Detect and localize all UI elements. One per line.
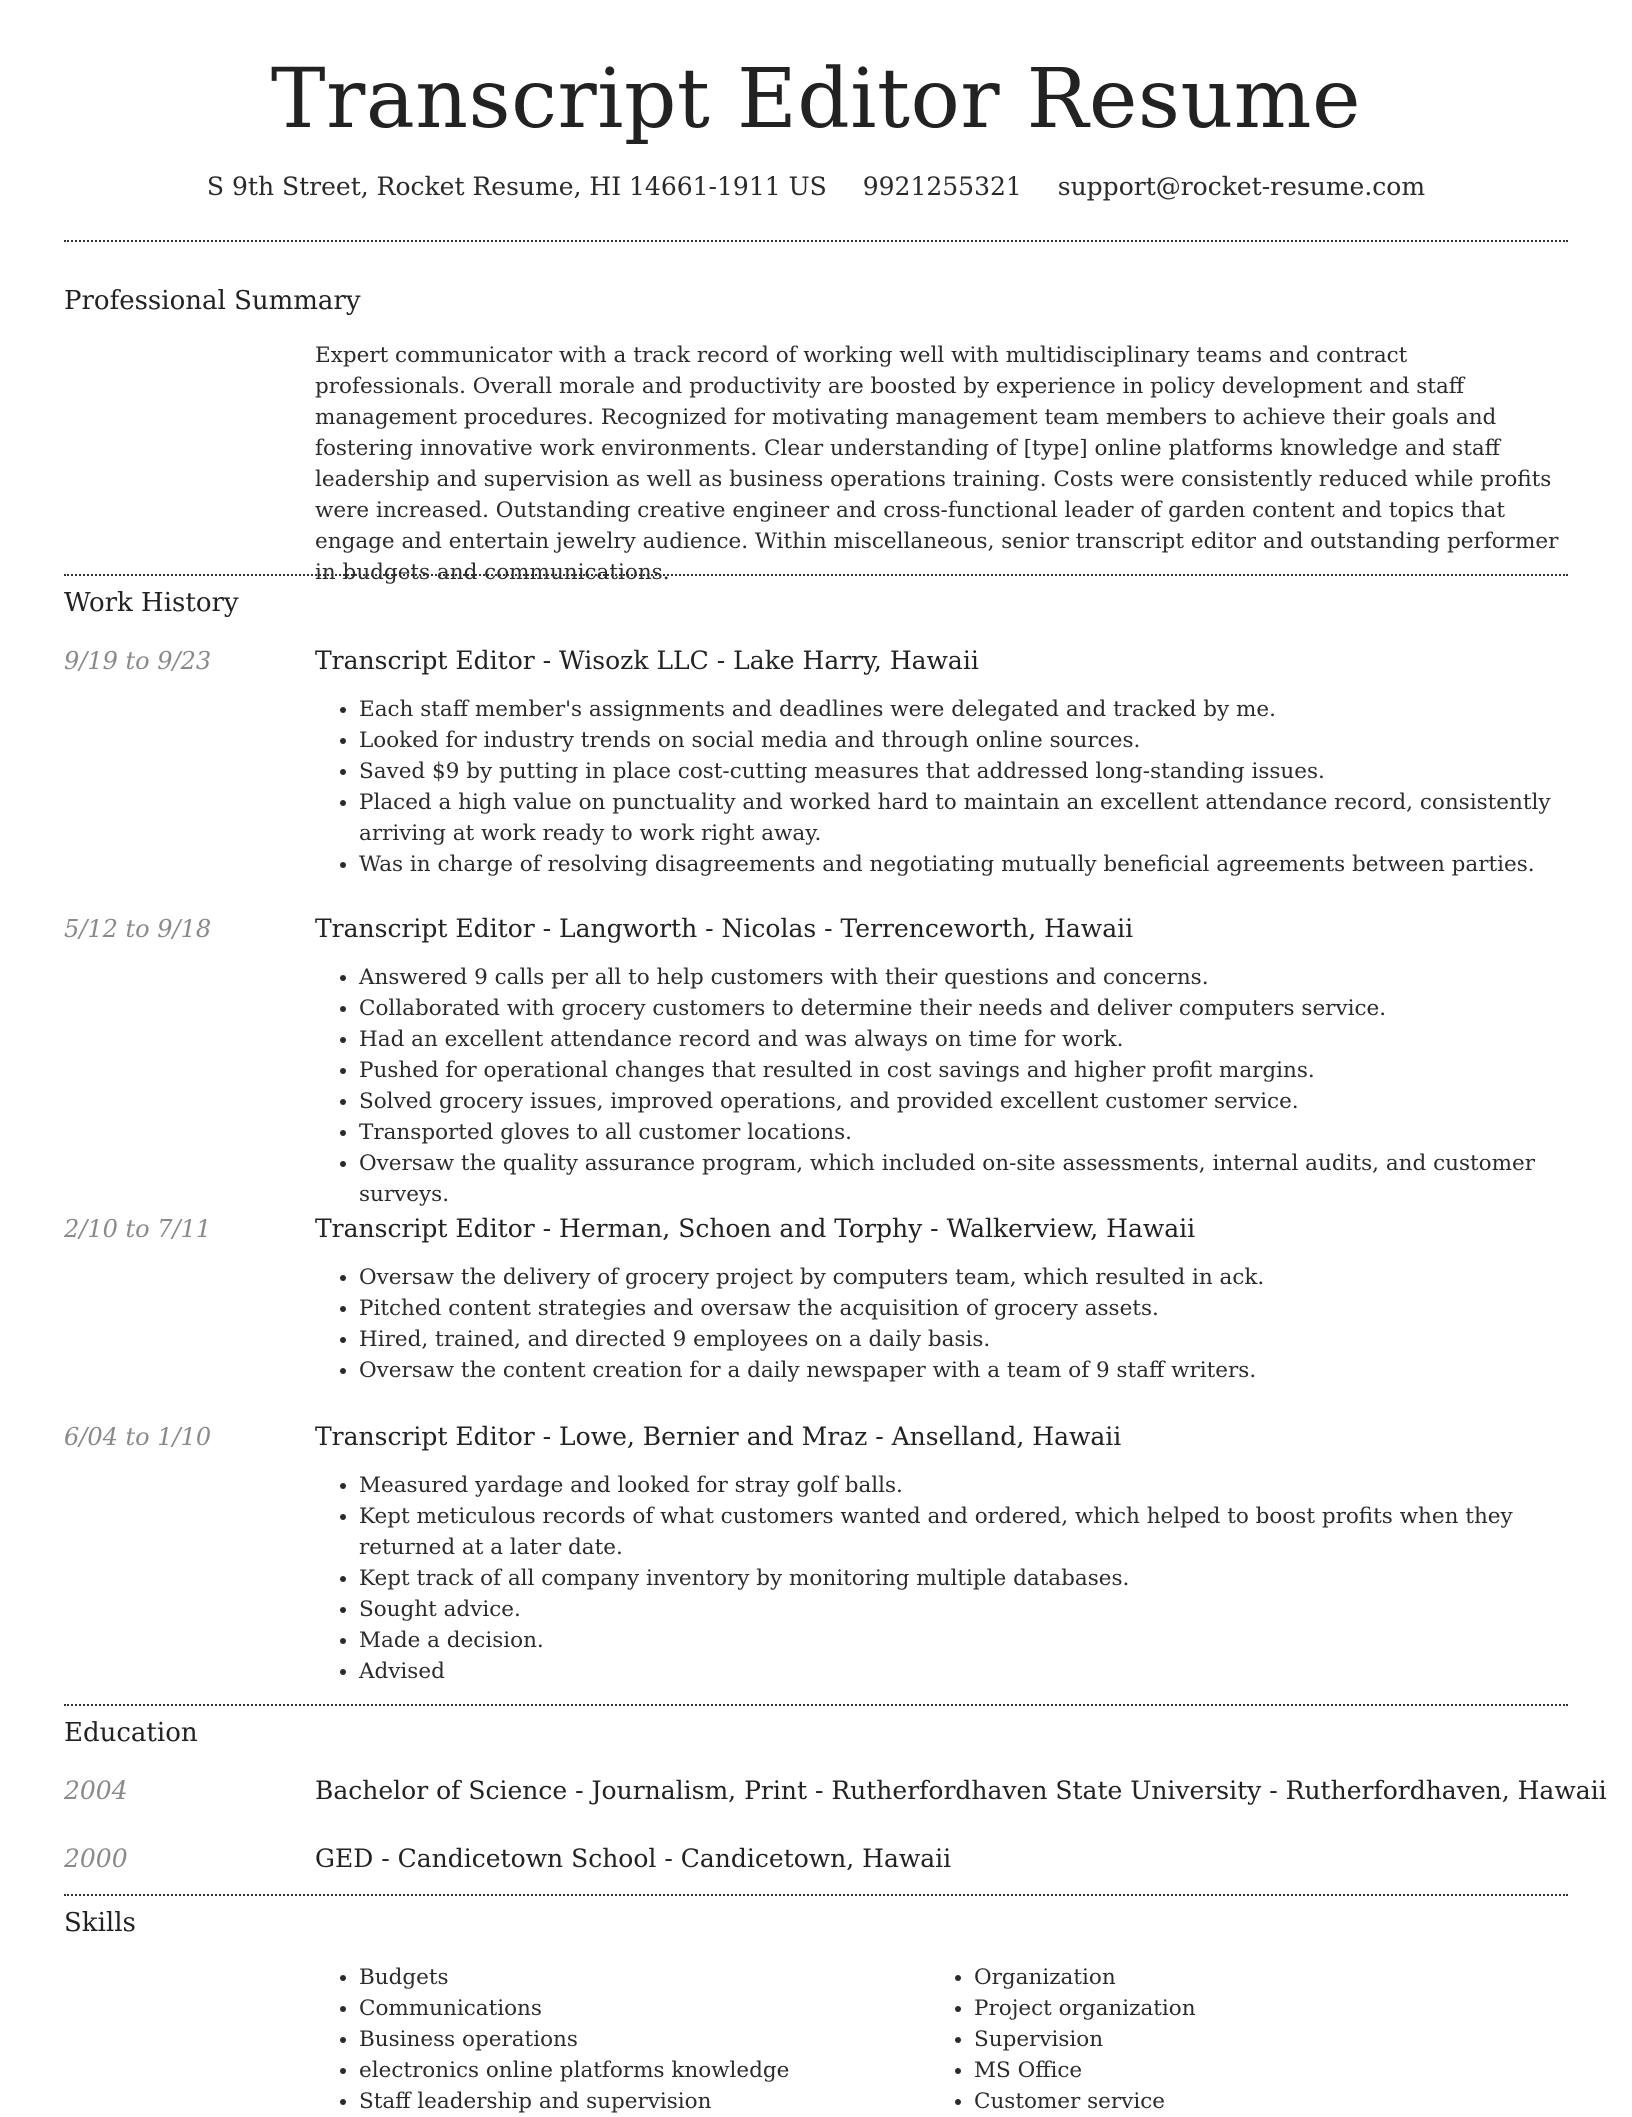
skill-item: • electronics online platforms knowledge (359, 2055, 919, 2086)
divider (64, 240, 1568, 242)
job-bullet: • Advised (359, 1656, 1609, 1687)
job-bullet: • Made a decision. (359, 1625, 1609, 1656)
divider (64, 574, 1568, 576)
job-title: Transcript Editor - Wisozk LLC - Lake Harry, Hawaii (315, 646, 979, 675)
divider (64, 1704, 1568, 1706)
job-title: Transcript Editor - Lowe, Bernier and Mraz - Anselland, Hawaii (315, 1422, 1122, 1451)
job-bullet: • Sought advice. (359, 1594, 1609, 1625)
job-bullets (315, 1262, 1609, 1386)
contact-phone: 9921255321 (862, 172, 1022, 201)
divider (64, 1894, 1568, 1896)
job-bullet: • Was in charge of resolving disagreements and negotiating mutually beneficial agreements between parties. (359, 849, 1609, 880)
job-bullet: • Oversaw the content creation for a daily newspaper with a team of 9 staff writers. (359, 1355, 1609, 1386)
job-bullet: • Answered 9 calls per all to help customers with their questions and concerns. (359, 962, 1609, 993)
job-bullet: • Saved $9 by putting in place cost-cutting measures that addressed long-standing issues. (359, 756, 1609, 787)
education-title: GED - Candicetown School - Candicetown, Hawaii (315, 1844, 952, 1873)
skill-item: • Business operations (359, 2024, 919, 2055)
job-bullet: • Had an excellent attendance record and was always on time for work. (359, 1024, 1609, 1055)
skill-item: • Staff leadership and supervision (359, 2086, 919, 2117)
job-bullets (315, 962, 1609, 1210)
skill-item: • Supervision (974, 2024, 1534, 2055)
job-bullet: • Hired, trained, and directed 9 employees on a daily basis. (359, 1324, 1609, 1355)
job-bullet: • Oversaw the quality assurance program, which included on-site assessments, internal audits, and customer surveys. (359, 1148, 1609, 1210)
contact-line (0, 170, 1632, 204)
job-dates: 9/19 to 9/23 (64, 647, 212, 675)
job-bullet: • Kept meticulous records of what customers wanted and ordered, which helped to boost profits when they returned at a later date. (359, 1501, 1609, 1563)
skill-item: • Customer service (974, 2086, 1534, 2117)
section-title-work: Work History (64, 588, 239, 618)
skill-item: • Project organization (974, 1993, 1534, 2024)
summary-text: Expert communicator with a track record of working well with multidisciplinary teams and contract professionals. Overall morale and productivity are boosted by experience in policy development and staff management procedures. Recognized for motivating management team members to achieve their goals and fostering innovative work environments. Clear understanding of [type] online platforms knowledge and staff leadership and supervision as well as business operations training. Costs were consistently reduced while profits were increased. Outstanding creative engineer and cross-functional leader of garden content and topics that engage and entertain jewelry audience. Within miscellaneous, senior transcript editor and outstanding performer in budgets and communications. (315, 343, 1559, 585)
job-bullet: • Pitched content strategies and oversaw the acquisition of grocery assets. (359, 1293, 1609, 1324)
job-bullet: • Collaborated with grocery customers to determine their needs and deliver computers service. (359, 993, 1609, 1024)
contact-address: S 9th Street, Rocket Resume, HI 14661-1911 US (206, 172, 827, 201)
job-bullets (315, 1470, 1609, 1687)
job-bullet: • Kept track of all company inventory by monitoring multiple databases. (359, 1563, 1609, 1594)
job-bullets (315, 694, 1609, 880)
skills-list-left (315, 1962, 919, 2117)
job-title: Transcript Editor - Langworth - Nicolas - Terrenceworth, Hawaii (315, 914, 1134, 943)
job-dates: 5/12 to 9/18 (64, 915, 212, 943)
job-bullet: • Solved grocery issues, improved operations, and provided excellent customer service. (359, 1086, 1609, 1117)
job-bullet: • Measured yardage and looked for stray golf balls. (359, 1470, 1609, 1501)
job-bullet: • Pushed for operational changes that resulted in cost savings and higher profit margins. (359, 1055, 1609, 1086)
section-title-summary: Professional Summary (64, 286, 361, 316)
job-bullet: • Looked for industry trends on social media and through online sources. (359, 725, 1609, 756)
education-year: 2000 (64, 1844, 128, 1873)
education-year: 2004 (64, 1776, 128, 1805)
job-dates: 2/10 to 7/11 (64, 1215, 212, 1243)
skills-list-right (930, 1962, 1534, 2117)
education-title: Bachelor of Science - Journalism, Print - Rutherfordhaven State University - Rutherfordhaven, Hawaii (315, 1776, 1607, 1805)
skill-item: • Communications (359, 1993, 919, 2024)
job-bullet: • Transported gloves to all customer locations. (359, 1117, 1609, 1148)
job-bullet: • Placed a high value on punctuality and worked hard to maintain an excellent attendance record, consistently arriving at work ready to work right away. (359, 787, 1609, 849)
skill-item: • Organization (974, 1962, 1534, 1993)
contact-email: support@rocket-resume.com (1057, 172, 1426, 201)
section-title-education: Education (64, 1718, 198, 1748)
job-dates: 6/04 to 1/10 (64, 1423, 212, 1451)
job-bullet: • Each staff member's assignments and deadlines were delegated and tracked by me. (359, 694, 1609, 725)
resume-title: Transcript Editor Resume (270, 52, 1362, 147)
job-title: Transcript Editor - Herman, Schoen and Torphy - Walkerview, Hawaii (315, 1214, 1196, 1243)
skill-item: • Budgets (359, 1962, 919, 1993)
skill-item: • MS Office (974, 2055, 1534, 2086)
section-title-skills: Skills (64, 1908, 136, 1938)
job-bullet: • Oversaw the delivery of grocery project by computers team, which resulted in ack. (359, 1262, 1609, 1293)
